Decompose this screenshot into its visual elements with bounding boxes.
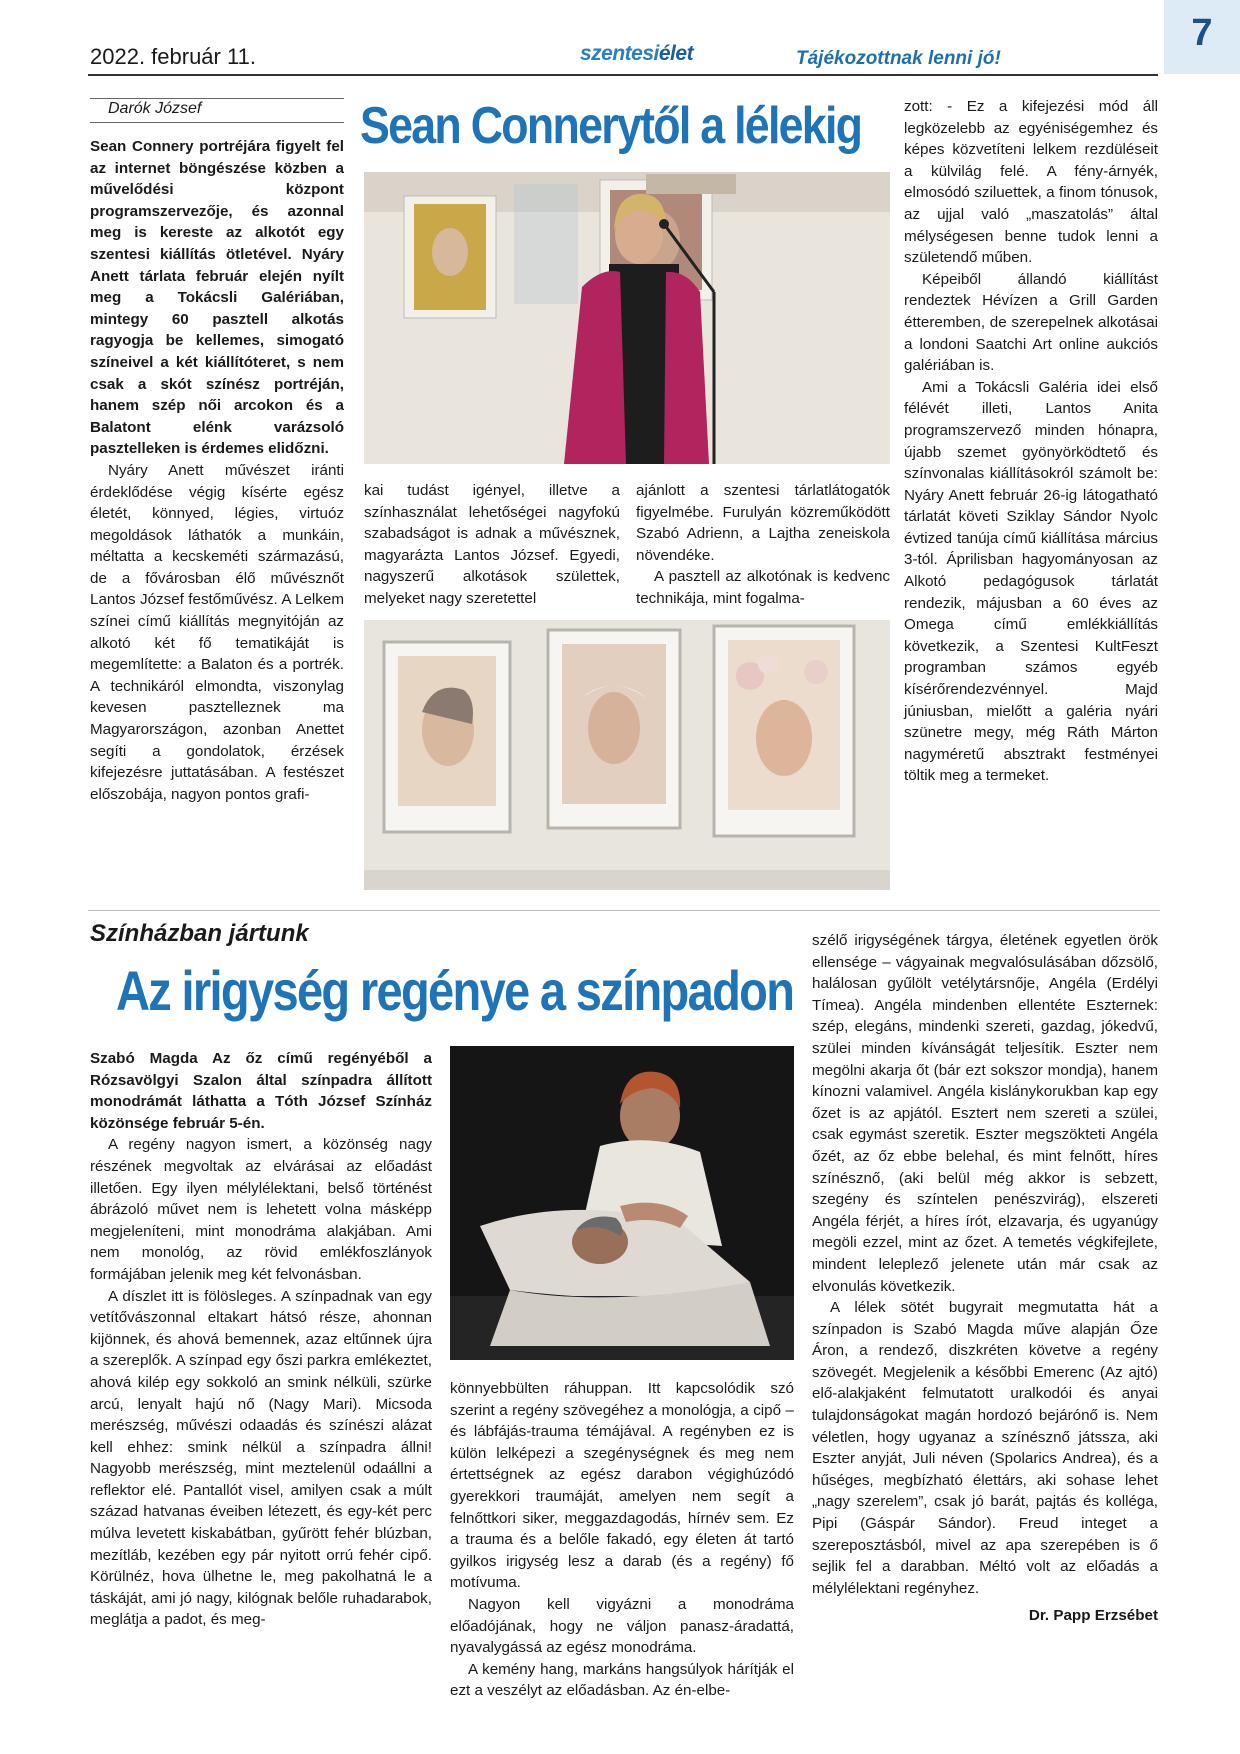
- article2-lead: Szabó Magda Az őz című regényéből a Rózsavölgyi Szalon által színpadra állított monodrámát láthatta a Tóth József Színház közönsége február 5-én.: [90, 1050, 432, 1132]
- article1-paragraph: Képeiből állandó kiállítást rendeztek Hévízen a Grill Garden étteremben, de szerepelnek alkotásai a londoni Saatchi Art online aukciós galériában is.: [904, 270, 1158, 375]
- article1-column-4: [904, 96, 1158, 787]
- article2-kicker: Színházban jártunk: [90, 920, 309, 947]
- article1-column-3: [636, 480, 890, 610]
- article2-column-3: [812, 930, 1158, 1627]
- exhibition-opening-photo: [364, 172, 890, 464]
- article-separator: [88, 910, 1160, 911]
- header-slogan: Tájékozottnak lenni jó!: [796, 48, 1001, 69]
- article1-paragraph: Ami a Tokácsli Galéria idei első félévét illeti, Lantos Anita programszervező minden hónapra, újabb szemet gyönyörködtető és színvonalas kiállításokról számolt be: Nyáry Anett február 26-ig látogatható tárlatát követi Sziklay Sándor Nyolc évtized tanúja című kiállítása március 3-tól. Áprilisban hagyományosan az Alkotó pedagógusok tárlatát rendezik, májusban a 60 éves az Omega című emlékkiállítás következik, a Szentesi KultFeszt programban számos egyéb kísérőrendezvénnyel. Majd júniusban, mielőtt a galéria nyári szünetre megy, még Ráth Márton nagyméretű absztrakt festményei töltik meg a termeket.: [904, 378, 1158, 785]
- page-number: 7: [1191, 12, 1213, 54]
- logo-part-1: szentesi: [580, 42, 659, 65]
- logo-part-2: élet: [658, 42, 694, 65]
- article2-paragraph: Nagyon kell vigyázni a monodráma előadójának, hogy ne váljon panasz-áradattá, nyavalygássá az egész monodráma.: [450, 1595, 794, 1657]
- article2-signature: Dr. Papp Erzsébet: [1028, 1607, 1158, 1625]
- article2-paragraph: könnyebbülten ráhuppan. Itt kapcsolódik szó szerint a regény szövegéhez a monológja, a cipő – és lábfájás-trauma témájával. A regényben ez is külön lelképezi a szegénységnek és meg nem értettségnek az egész darabon végighúzódó gyerekkori traumáját, amelyen nem segít a felnőttkori siker, meggazdagodás, hírnév sem. Ez a trauma és a belőle fakadó, egy életen át tartó gyilkos irigység lesz a darab (és a regény) fő motívuma.: [450, 1380, 794, 1592]
- article2-column-2: [450, 1378, 794, 1702]
- newspaper-logo: [580, 42, 693, 66]
- pastel-portraits-photo: [364, 620, 890, 890]
- article2-paragraph: A lélek sötét bugyrait megmutatta hát a színpadon is Szabó Magda műve alapján Őze Áron, a rendező, diszkréten követve a regény szövegét. Megjelenik a későbbi Emerenc (Az ajtó) elő-alakjaként felmutatott uralkodói és anyai tulajdonságokat magán hordozó bejárónő is. Nem véletlen, hogy ugyanaz a színésznő játssza, aki Eszter anyját, Juli néven (Spolarics Andrea), és a hűséges, megbízható élettárs, aki sohase lehet „nagy szerelem”, csak jó barát, pajtás és kolléga, Pipi (Gáspár Sándor). Freud integet a szereposztásból, mivel az apa szerepében is ő sejlik fel a darabban. Méltó volt az előadás a mélylélektani regényhez.: [812, 1299, 1158, 1597]
- issue-date: 2022. február 11.: [90, 44, 256, 69]
- article1-paragraph: ajánlott a szentesi tárlatlátogatók figyelmébe. Furulyán közreműködött Szabó Adrienn, a Lajtha zeneiskola növendéke.: [636, 482, 890, 564]
- article1-paragraph: zott: - Ez a kifejezési mód áll legközelebb az egyéniségemhez és képes közvetíteni lelkem rezdüléseit a külvilág felé. A fény-árnyék, elmosódó sziluettek, a finom tónusok, az ujjal való „maszatolás” által mélységesen benne tudok lenni a születendő műben.: [904, 98, 1158, 267]
- theatre-scene-photo: [450, 1046, 794, 1360]
- article1-column-2: [364, 480, 620, 610]
- article1-paragraph: Nyáry Anett művészet iránti érdeklődése végig kísérte egész életét, könnyed, légies, virtuóz megoldások láthatók a munkáin, méltatta a kecskeméti származású, de a fővárosban élő művésznőt Lantos József festőművész. A Lelkem színei című kiállítás megnyitóján az alkotó két fő tematikáját is megemlítette: a Balaton és a portrék. A technikáról elmondta, viszonylag kevesen pasztelleznek ma Magyarországon, azonban Anettet segíti a gondolatok, érzések kifejezésre juttatásában. A festészet előszobája, nagyon pontos grafi-: [90, 461, 344, 803]
- article2-paragraph: A regény nagyon ismert, a közönség nagy részének megvoltak az elvárásai az előadást illetően. Egy ilyen mélylélektani, belső történést ábrázoló művet nem is lehetett volna másképp megjeleníteni, mint monodráma alakjában. Ami nem monológ, az rövid emlékfoszlányok formájában jelenik meg két felvonásban.: [90, 1136, 432, 1283]
- article2-paragraph: A kemény hang, markáns hangsúlyok hárítják el ezt a veszélyt az előadásban. Az én-elbe-: [450, 1660, 794, 1700]
- article1-author: Darók József: [108, 100, 202, 117]
- article2-paragraph: A díszlet itt is fölösleges. A színpadnak van egy vetítővászonnal eltakart hátsó része, ahonnan kijönnek, és ahová bemennek, azaz eltűnnek újra a szereplők. A színpad egy őszi parkra emlékeztet, ahová kilép egy sokkoló an smink nélküli, szürke arcú, lenyalt hajú nő (Nagy Mari). Micsoda merészség, művészi odaadás és színészi alázat kell ehhez: smink nélkül a színpadra állni! Nagyobb merészség, mint meztelenül odaállni a reflektor elé. Pantallót visel, amilyen csak a múlt század hatvanas éveiben létezett, és egy-két perc múlva levetett kiskabátban, gyűrött fehér blúzban, mezítláb, kezében egy pár nyitott orrú fehér cipő. Körülnéz, hova ülhetne le, meg pakolhatná le a táskáját, ami jó nagy, kilógnak belőle ruhadarabok, meglátja a padot, és meg-: [90, 1287, 432, 1629]
- article1-paragraph: A pasztell az alkotónak is kedvenc technikája, mint fogalma-: [636, 568, 890, 607]
- header-rule: [88, 74, 1158, 76]
- article1-paragraph: kai tudást igényel, illetve a színhasználat lehetőségei nagyfokú szabadságot is adnak a művésznek, magyarázta Lantos József. Egyedi, nagyszerű alkotások születtek, melyeket nagy szeretettel: [364, 482, 620, 607]
- article1-column-1: [90, 136, 344, 805]
- article1-lead: Sean Connery portréjára figyelt fel az internet böngészése közben a művelődési központ programszervezője, és azonnal meg is kereste az alkotót egy szentesi kiállítás ötletével. Nyáry Anett tárlata február elején nyílt meg a Tokácsli Galériában, mintegy 60 pasztell alkotás ragyogja be kellemes, simogató színeivel a két kiállítóteret, s nem csak a skót színész portréján, hanem szép női arcokon és a Balatont elénk varázsoló pasztelleken is érdemes elidőzni.: [90, 138, 344, 458]
- author-rule-bottom: [90, 122, 344, 123]
- article2-title: Az irigység regénye a színpadon: [116, 959, 794, 1022]
- article1-title: Sean Connerytől a lélekig: [360, 97, 862, 155]
- article2-column-1: [90, 1048, 432, 1631]
- author-rule-top: [90, 98, 344, 99]
- article2-paragraph: szélő irigységének tárgya, életének egyetlen örök ellensége – vágyainak megvalósulásában dőzsölő, halálosan gyűlölt vetélytársnője, Angéla (Erdélyi Tímea). Angéla mindenben ellentéte Eszternek: szép, elegáns, mindenki szereti, gazdag, jókedvű, szülei minden kívánságát teljesítik. Eszter nem megölni akarja őt (bár ezt sokszor mondja), hanem kínozni valamivel. Angéla kislánykorukban kap egy őzet is az apjától. Esztert nem szereti a szülei, csak egymást szeretik. Eszter megszökteti Angéla őzét, az őz ebbe belehal, és mint felnőtt, híres színésznő, (aki belül még akkor is sebzett, szegény és színtelen penészvirág), elszereti Angéla férjét, a híres írót, elzavarja, és ugyanúgy megöli ezzel, mint az őzet. A temetés végkifejlete, mindent leleplező jelenete után már csak az elvonulás következik.: [812, 932, 1158, 1295]
